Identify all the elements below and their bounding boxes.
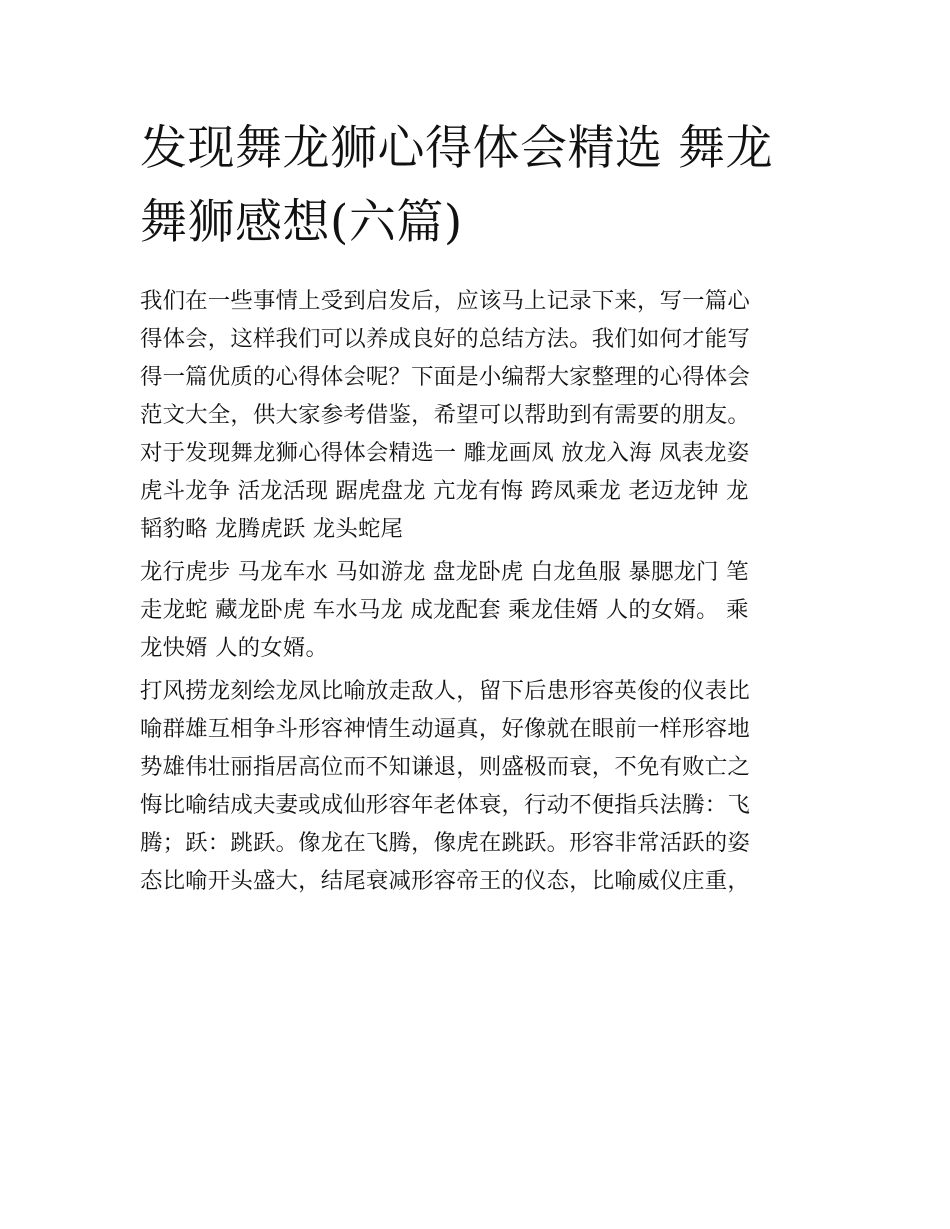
text-line: 对于发现舞龙狮心得体会精选一 雕龙画凤 放龙入海 凤表龙姿 [140,440,750,466]
text-line: 得体会，这样我们可以养成良好的总结方法。我们如何才能写 [140,326,750,352]
text-line: 态比喻开头盛大，结尾衰减形容帝王的仪态，比喻威仪庄重， [140,868,750,894]
text-line: 虎斗龙争 活龙活现 踞虎盘龙 亢龙有悔 跨凤乘龙 老迈龙钟 龙 [140,478,749,504]
idiom-paragraph-1 [140,434,820,548]
text-line: 韬豹略 龙腾虎跃 龙头蛇尾 [140,516,404,542]
text-line: 我们在一些事情上受到启发后，应该马上记录下来，写一篇心 [140,288,750,314]
text-line: 打风捞龙刻绘龙凤比喻放走敌人，留下后患形容英俊的仪表比 [140,678,750,704]
title-line: 舞狮感想(六篇) [140,195,463,250]
text-line: 范文大全，供大家参考借鉴，希望可以帮助到有需要的朋友。 [140,402,750,428]
text-line: 腾；跃：跳跃。像龙在飞腾，像虎在跳跃。形容非常活跃的姿 [140,830,750,856]
text-line: 得一篇优质的心得体会呢？下面是小编帮大家整理的心得体会 [140,364,750,390]
text-line: 走龙蛇 藏龙卧虎 车水马龙 成龙配套 乘龙佳婿 人的女婿。 乘 [140,597,749,623]
document-body [140,282,820,900]
text-line: 龙行虎步 马龙车水 马如游龙 盘龙卧虎 白龙鱼服 暴腮龙门 笔 [140,559,749,585]
explanation-paragraph [140,672,820,900]
page-title [140,112,820,260]
title-line: 发现舞龙狮心得体会精选 舞龙 [140,121,773,176]
intro-paragraph [140,282,820,434]
text-line: 龙快婿 人的女婿。 [140,635,329,661]
text-line: 悔比喻结成夫妻或成仙形容年老体衰，行动不便指兵法腾：飞 [140,792,750,818]
text-line: 喻群雄互相争斗形容神情生动逼真，好像就在眼前一样形容地 [140,716,750,742]
idiom-paragraph-2 [140,553,820,667]
text-line: 势雄伟壮丽指居高位而不知谦退，则盛极而衰，不免有败亡之 [140,754,750,780]
